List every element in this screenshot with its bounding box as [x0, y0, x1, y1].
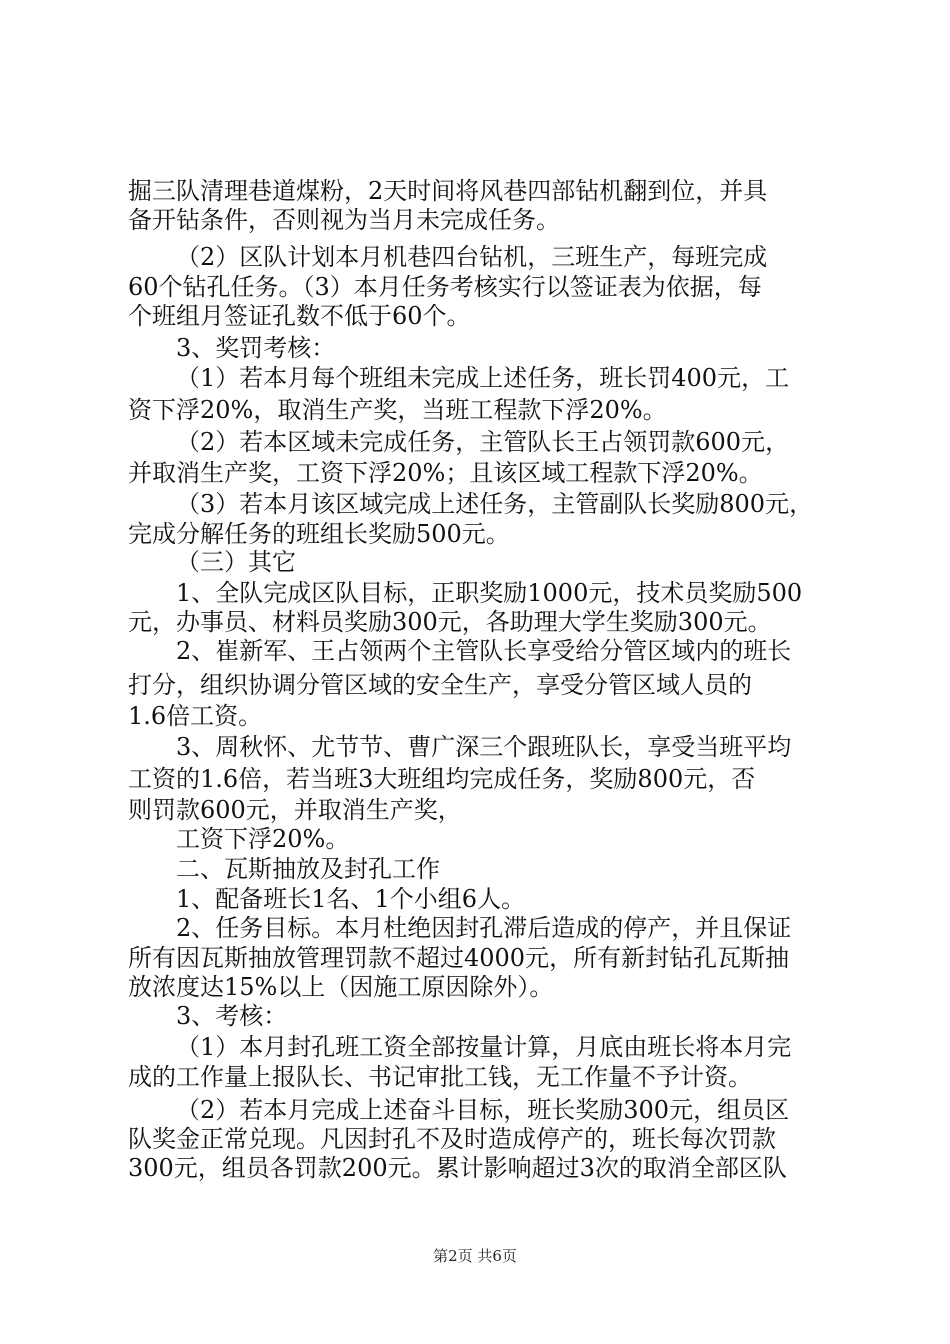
text-line: 300元，组员各罚款200元。累计影响超过3次的取消全部区队	[128, 1154, 787, 1182]
text-line: 二、瓦斯抽放及封孔工作	[176, 855, 440, 883]
text-line: 2、任务目标。本月杜绝因封孔滞后造成的停产，并且保证	[176, 914, 792, 942]
text-line: 1、配备班长1名、1个小组6人。	[176, 885, 526, 913]
text-line: 60个钻孔任务。（3）本月任务考核实行以签证表为依据，每	[128, 273, 762, 301]
text-line: 所有因瓦斯抽放管理罚款不超过4000元，所有新封钻孔瓦斯抽	[128, 944, 790, 972]
text-line: 工资下浮20%。	[176, 825, 350, 853]
page-footer: 第2页 共6页	[433, 1247, 517, 1265]
text-line: 放浓度达15%以上（因施工原因除外）。	[128, 973, 554, 1001]
text-line: 掘三队清理巷道煤粉，2天时间将风巷四部钻机翻到位，并具	[128, 177, 768, 205]
text-line: 则罚款600元，并取消生产奖，	[128, 796, 462, 824]
text-line: （三）其它	[176, 548, 296, 576]
text-line: 备开钻条件，否则视为当月未完成任务。	[128, 206, 560, 234]
text-line: （1）若本月每个班组未完成上述任务，班长罚400元，工	[176, 364, 790, 392]
text-line: 资下浮20%，取消生产奖，当班工程款下浮20%。	[128, 396, 667, 424]
text-line: （3）若本月该区域完成上述任务，主管副队长奖励800元，	[176, 490, 814, 518]
text-line: 3、周秋怀、尤节节、曹广深三个跟班队长，享受当班平均	[176, 733, 792, 761]
text-line: （1）本月封孔班工资全部按量计算，月底由班长将本月完	[176, 1033, 792, 1061]
text-line: 1.6倍工资。	[128, 702, 263, 730]
text-line: 1、全队完成区队目标，正职奖励1000元，技术员奖励500	[176, 579, 803, 607]
text-line: 并取消生产奖，工资下浮20%；且该区域工程款下浮20%。	[128, 459, 763, 487]
text-line: （2）区队计划本月机巷四台钻机，三班生产，每班完成	[176, 243, 768, 271]
text-line: 成的工作量上报队长、书记审批工钱，无工作量不予计资。	[128, 1063, 752, 1091]
text-line: 工资的1.6倍，若当班3大班组均完成任务，奖励800元，否	[128, 765, 756, 793]
text-line: 元，办事员、材料员奖励300元，各助理大学生奖励300元。	[128, 608, 772, 636]
text-line: 队奖金正常兑现。凡因封孔不及时造成停产的，班长每次罚款	[128, 1125, 776, 1153]
text-line: 2、崔新军、王占领两个主管队长享受给分管区域内的班长	[176, 637, 792, 665]
text-line: 完成分解任务的班组长奖励500元。	[128, 520, 510, 548]
text-line: 打分，组织协调分管区域的安全生产，享受分管区域人员的	[128, 671, 752, 699]
text-line: （2）若本月完成上述奋斗目标，班长奖励300元，组员区	[176, 1096, 790, 1124]
text-line: 个班组月签证孔数不低于60个。	[128, 302, 471, 330]
text-line: 3、考核：	[176, 1002, 288, 1030]
text-line: 3、奖罚考核：	[176, 334, 336, 362]
text-line: （2）若本区域未完成任务，主管队长王占领罚款600元，	[176, 428, 790, 456]
